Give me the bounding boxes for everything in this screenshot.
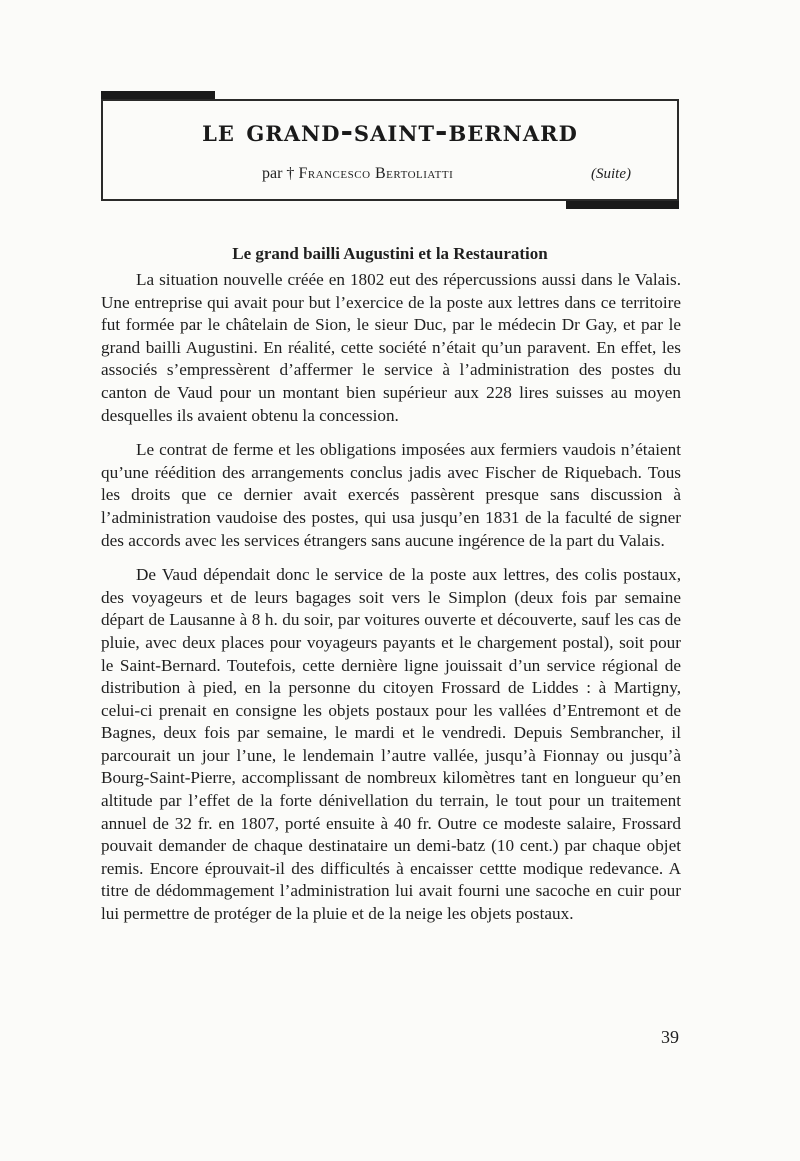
paragraph: La situation nouvelle créée en 1802 eut des répercussions aussi dans le Valais. Une entreprise qui avait pour but l’exercice de la poste aux lettres dans ce territoire fut formée par le châtelain de Sion, le sieur Duc, par le médecin Dr Gay, et par le grand bailli Augustini. En réalité, cette société n’était qu’un paravent. En effet, les associés s’empressèrent d’affermer le service à l’administration des postes du canton de Vaud pour un montant bien supérieur aux 228 lires suisses au moyen desquelles ils avaient obtenu la concession. <box>101 270 681 425</box>
continuation-note: (Suite) <box>591 166 631 182</box>
paragraph: De Vaud dépendait donc le service de la poste aux lettres, des colis postaux, des voyageurs et de leurs bagages soit vers le Simplon (deux fois par semaine départ de Lausanne à 8 h. du soir, par voitures ouverte et découverte, sauf les cas de pluie, avec deux places pour voyageurs payants et le chargement postal), soit pour le Saint-Bernard. Toutefois, cette dernière ligne jouissait d’un service régional de distribution à pied, en la personne du citoyen Frossard de Liddes : à Martigny, celui-ci prenait en consigne les objets postaux pour les vallées d’Entremont et de Bagnes, deux fois par semaine, le mardi et le vendredi. Depuis Sembrancher, il parcourait un jour l’une, le lendemain l’autre vallée, jusqu’à Fionnay ou jusqu’à Bourg-Saint-Pierre, accomplissant de nombreux kilomètres tant en longueur qu’en altitude par l’effet de la forte dénivellation du terrain, le tout pour un traitement annuel de 32 fr. en 1807, porté ensuite à 40 fr. Outre ce modeste salaire, Frossard pouvait demander de chaque destinataire un demi-batz (10 cent.) par chaque objet remis. Encore éprouvait-il des difficultés à encaisser cettte modique redevance. A titre de dédommagement l’administration lui avait fourni une sacoche en cuir pour lui permettre de protéger de la pluie et de la neige les objets postaux. <box>101 565 681 924</box>
paragraph: Le contrat de ferme et les obligations imposées aux fermiers vaudois n’étaient qu’une réédition des arrangements conclus jadis avec Fischer de Riquebach. Tous les droits que ce dernier avait exercés passèrent presque sans discussion à l’administration vaudoise des postes, qui usa jusqu’en 1831 de la faculté de signer des accords avec les services étrangers sans aucune ingérence de la part du Valais. <box>101 440 681 550</box>
page-title: le grand-saint-bernard <box>202 114 578 149</box>
byline <box>262 165 453 183</box>
header-rule-bottom-accent <box>566 201 679 209</box>
byline-prefix: par † <box>262 165 299 182</box>
section-heading: Le grand bailli Augustini et la Restauration <box>232 244 548 263</box>
page-number: 39 <box>661 1027 679 1047</box>
author-name: Francesco Bertoliatti <box>298 165 454 182</box>
header-rule-top-accent <box>101 91 215 99</box>
article-body <box>101 269 681 938</box>
